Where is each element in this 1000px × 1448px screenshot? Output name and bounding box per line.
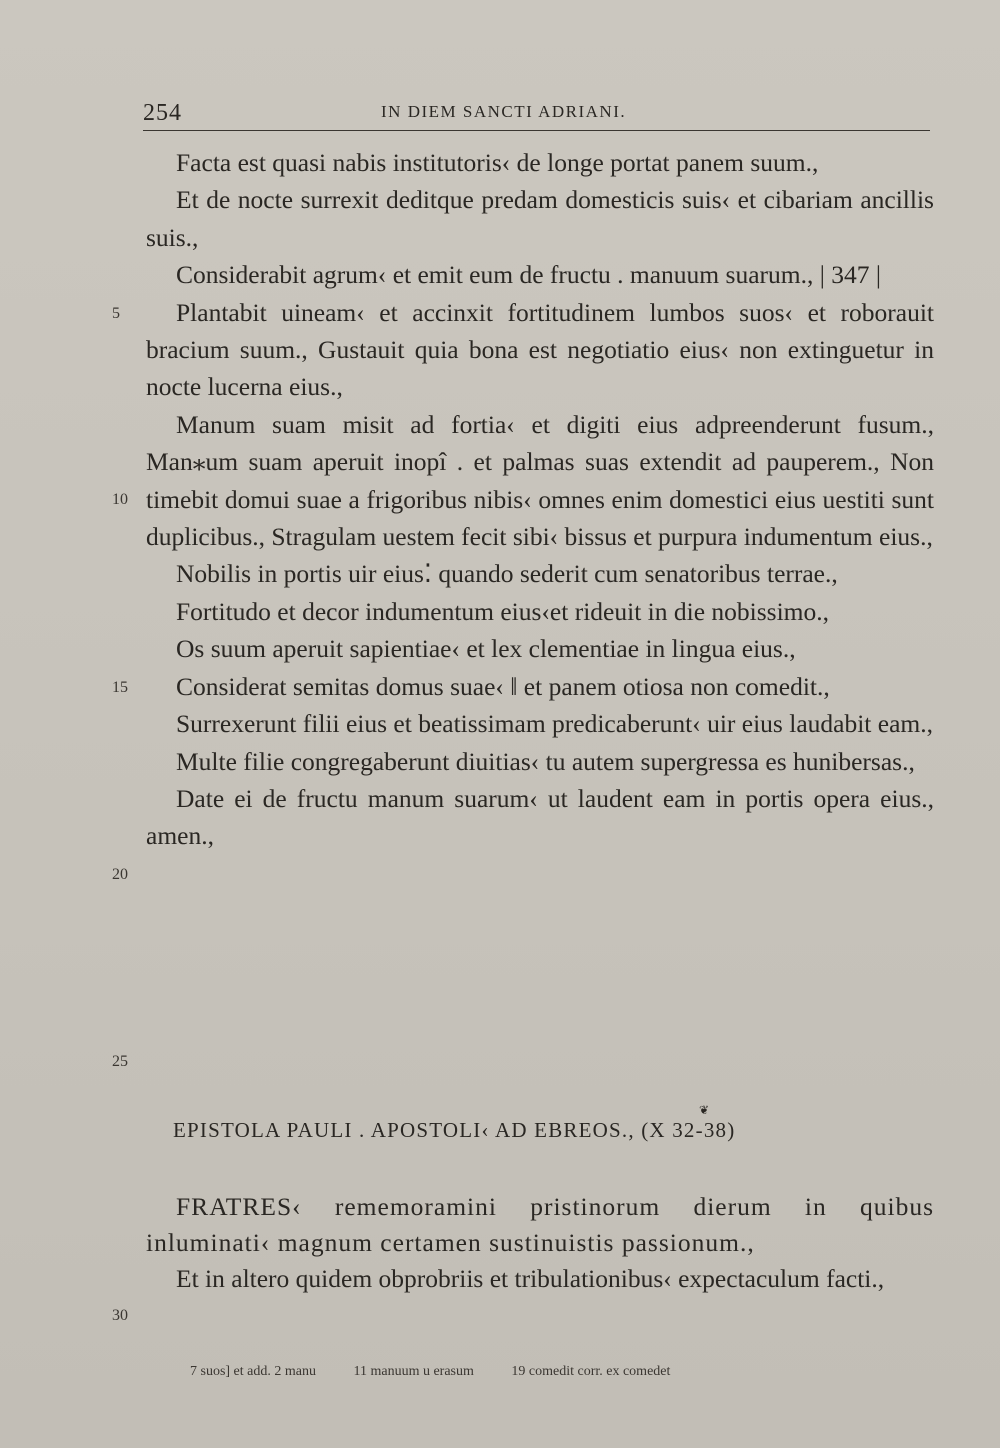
paragraph: Manum suam misit ad fortia‹ et digiti eius adpreenderunt fusum., Man⁎um suam aperuit inopî . et palmas suas extendit ad pauperem., Non timebit domui suae a frigoribus nibis‹ omnes enim domestici eius uestiti sunt duplicibus., Stragulam uestem fecit sibi‹ bissus et purpura indumentum eius.,	[146, 409, 934, 552]
line-number: 10	[112, 491, 128, 508]
footnote: 11 manuum u erasum	[353, 1364, 474, 1379]
ornament-mark: ❦	[699, 1103, 710, 1117]
line-number: 30	[112, 1307, 128, 1324]
footnotes	[190, 1364, 790, 1380]
paragraph: Considerabit agrum‹ et emit eum de fructu . manuum suarum., | 347 |	[176, 260, 881, 290]
paragraph: Date ei de fructu manum suarum‹ ut laudent eam in portis opera eius., amen.,	[146, 783, 934, 851]
section-heading: EPISTOLA PAULI . APOSTOLI‹ AD EBREOS., (X 32-38)	[173, 1118, 736, 1142]
header-rule	[143, 130, 930, 131]
line-number: 25	[112, 1053, 128, 1070]
page-number: 254	[143, 100, 182, 126]
paragraph: Multe filie congregaberunt diuitias‹ tu autem supergressa es hunibersas.,	[176, 746, 915, 776]
line-number: 5	[112, 305, 120, 322]
paragraph: Facta est quasi nabis institutoris‹ de longe portat panem suum.,	[176, 148, 819, 177]
page-header	[143, 96, 930, 132]
paragraph: Os suum aperuit sapientiae‹ et lex clementiae in lingua eius.,	[176, 634, 796, 664]
paragraph: Plantabit uineam‹ et accinxit fortitudinem lumbos suos‹ et roborauit bracium suum., Gustauit quia bona est negotiatio eius‹ non extinguetur in nocte lucerna eius.,	[146, 297, 934, 402]
footnote: 19 comedit corr. ex comedet	[511, 1364, 671, 1379]
paragraph: FRATRES‹ rememoramini pristinorum dierum in quibus inluminati‹ magnum certamen sustinuistis passionum.,	[146, 1192, 934, 1257]
section-text	[146, 1189, 934, 1297]
paragraph: Et de nocte surrexit deditque predam domesticis suis‹ et cibariam ancillis suis.,	[146, 185, 934, 252]
line-number: 20	[112, 866, 128, 883]
paragraph: Et in altero quidem obprobriis et tribulationibus‹ expectaculum facti.,	[176, 1264, 885, 1293]
paragraph: Nobilis in portis uir eius⁚ quando sederit cum senatoribus terrae.,	[176, 559, 838, 589]
paragraph: Surrexerunt filii eius et beatissimam predicaberunt‹ uir eius laudabit eam.,	[176, 709, 933, 739]
footnote: 7 suos] et add. 2 manu	[190, 1364, 316, 1379]
paragraph: Fortitudo et decor indumentum eius‹et rideuit in die nobissimo.,	[176, 596, 829, 626]
line-number: 15	[112, 679, 128, 696]
main-text	[146, 144, 934, 855]
running-title: IN DIEM SANCTI ADRIANI.	[381, 102, 627, 121]
paragraph: Considerat semitas domus suae‹ ‖ et panem otiosa non comedit.,	[176, 671, 830, 701]
